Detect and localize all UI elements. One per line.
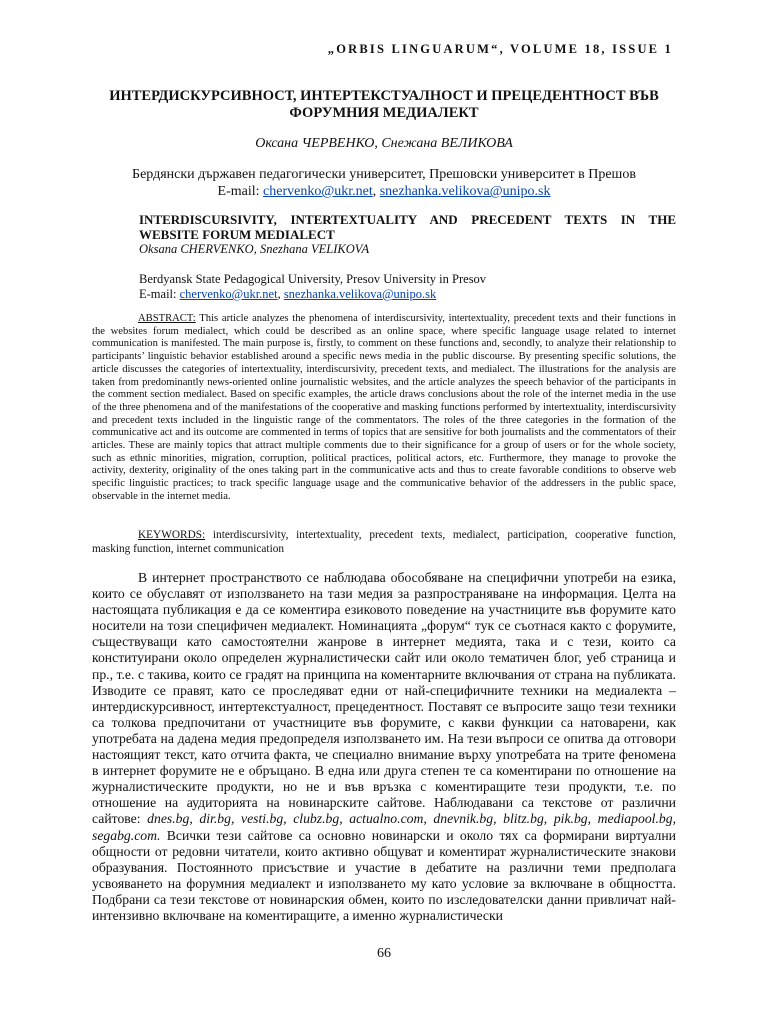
email-label: E-mail: — [217, 184, 260, 199]
page-number: 66 — [377, 946, 391, 961]
authors-en: Oksana CHERVENKO, Snezhana VELIKOVA — [139, 242, 370, 256]
authors-bg: Оксана ЧЕРВЕНКО, Снежана ВЕЛИКОВА — [255, 136, 513, 151]
body-site-list: dnes.bg, dir.bg, vesti.bg, clubz.bg, actualno.com, dnevnik.bg, blitz.bg, pik.bg, mediapool.bg, segabg.com. — [92, 811, 676, 843]
keywords-label: KEYWORDS: — [138, 529, 206, 541]
english-header-block — [139, 212, 676, 302]
email-label-en: E-mail: — [139, 287, 177, 301]
article-title-en: INTERDISCURSIVITY, INTERTEXTUALITY AND PRECEDENT TEXTS IN THE WEBSITE FORUM MEDIALECT — [139, 212, 676, 242]
abstract — [92, 313, 676, 504]
email-link-2[interactable]: snezhanka.velikova@unipo.sk — [379, 184, 551, 199]
email-line-en — [139, 287, 676, 302]
affiliation-bg: Бердянски държавен педагогически университет, Прешовски университет в Прешов — [132, 167, 636, 182]
affiliation-en: Berdyansk State Pedagogical University, Presov University in Presov — [139, 272, 487, 286]
body-text-part1: В интернет пространството се наблюдава обособяване на специфични употреби на езика, които се обуславят от използването на тази медия за разпространяване на информация. Целта на настоящата публикация е да се коментира езиковото поведение на участниците във форумите като носители на този специфичен медиалект. Номинацията „форум“ тук се съотнася както с форумите, съществуващи като самостоятелни жанрове в интернет медията, така и с тези, които са конституирани около определен журналистически сайт или около тематичен блог, уеб страница и пр., т.е. с такива, които се градят на принципа на коментарните включвания от страна на публиката. Изводите се правят, като се проследяват едни от най-специфичните техники на медиалекта – интердискурсивност, интертекстуалност, прецедентност. Поставят се въпросите защо тези техники са толкова предпочитани от участниците във форумите, с какви функции са натоварени, как употребата на дадена медия предопределя използването им. На тези въпроси се опитва да отговори настоящият текст, като отчита факта, че специално внимание върху употребата на трите феномена в интернет форумите не е обръщано. В една или друга степен те са коментирани по отношение на журналистическите продукти, но не и във връзка с коментиращите тези продукти, т.е. по отношение на аудиторията на новинарските сайтове. Наблюдавани са текстове от различни сайтове: — [92, 570, 676, 827]
email-link-en-1[interactable]: chervenko@ukr.net — [179, 287, 278, 301]
keywords — [92, 528, 676, 556]
email-line-bg — [92, 183, 676, 200]
abstract-text: This article analyzes the phenomena of interdiscursivity, intertextuality, precedent texts and their functions in the websites forum medialect, which could be described as an online space, where specific language usage related to internet communication is manifested. The main purpose is, firstly, to comment on these functions and, secondly, to analyze their relationship to participants’ linguistic behavior established around a specific news media in the public discourse. By presenting specific solutions, the article discusses the categories of intertextuality, interdiscursivity, precedent texts, and medialect. The illustrations for the analysis are taken from predominantly news-oriented online journalistic websites, and the article analyzes the speech behavior of the participants in the comment section medialect. Based on specific examples, the article draws conclusions about the role of the internet media in the use of the three phenomena and of the manifestations of the cooperative and masking functions performed by intertextuality, interdiscursivity and precedent texts included in the linguistic range of the commentators. The roles of the three categories in the formation of the communicative act and its outcome are commented in terms of topics that are sensitive for both journalists and the commentators of their articles. These are mainly topics that attract multiple comments due to their significance for a group of users or for the whole society, such as ethnic minorities, migration, corruption, political practices, political actors, etc. Furthermore, they manage to provoke the activity, dexterity, originality of the ones taking part in the communicative acts and thus to create favorable conditions to observe web specific linguistic practices; to track specific language usage and the communicative behavior of the addressers in the public space, observable in the internet media. — [92, 313, 676, 502]
article-title-bg: ИНТЕРДИСКУРСИВНОСТ, ИНТЕРТЕКСТУАЛНОСТ И ПРЕЦЕДЕНТНОСТ ВЪВ ФОРУМНИЯ МЕДИАЛЕКТ — [109, 88, 659, 121]
affiliation-bg-block — [92, 166, 676, 200]
email-link-1[interactable]: chervenko@ukr.net — [263, 184, 373, 199]
keywords-text: interdiscursivity, intertextuality, precedent texts, medialect, participation, cooperative function, masking function, internet communication — [92, 529, 676, 555]
body-paragraph — [92, 570, 676, 924]
email-link-en-2[interactable]: snezhanka.velikova@unipo.sk — [283, 287, 437, 301]
running-head: „ORBIS LINGUARUM“, VOLUME 18, ISSUE 1 — [327, 42, 673, 56]
email-separator: , — [372, 184, 377, 199]
body-text-part2: Всички тези сайтове са основно новинарски и около тях са формирани виртуални общности от редовни читатели, които активно общуват и коментират журналистическите знакови образувания. Постоянното присъствие и участие в дебатите на различни теми предполага усвояването на форумния медиалект и използването му като условие за включване в общността. Подбрани са тези текстове от новинарския обмен, които по изследователски данни привличат най-интензивно включване на коментиращите, а именно журналистически — [92, 827, 677, 923]
email-separator-en: , — [277, 287, 281, 301]
abstract-label: ABSTRACT: — [138, 313, 196, 324]
affiliation-en-block — [139, 272, 676, 302]
